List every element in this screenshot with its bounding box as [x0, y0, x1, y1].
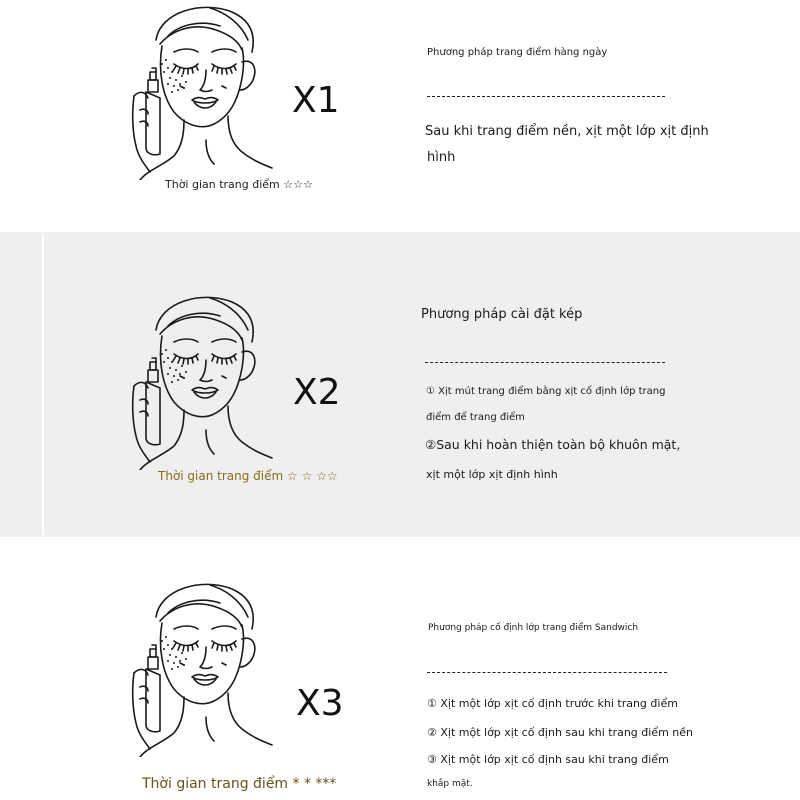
method-step: khắp mặt. [427, 779, 473, 789]
face-spray-illustration [110, 290, 280, 470]
method-title: Phương pháp trang điểm hàng ngày [427, 47, 608, 58]
panel-edge [42, 234, 44, 535]
time-rating: Thời gian trang điểm ☆☆☆ [165, 178, 313, 191]
dashed-divider [425, 362, 665, 363]
panel-daily-method [0, 0, 800, 232]
method-step: ③ Xịt một lớp xịt cố định sau khi trang điểm [427, 753, 669, 766]
method-step: ② Xịt một lớp xịt cố định sau khi trang điểm nền [427, 726, 693, 739]
method-step: Sau khi trang điểm nền, xịt một lớp xịt định [425, 124, 709, 139]
dashed-divider [427, 672, 667, 673]
method-title: Phương pháp cài đặt kép [421, 307, 583, 322]
panel-double-setting-method [0, 232, 800, 537]
method-title: Phương pháp cố định lớp trang điểm Sandwich [428, 623, 639, 633]
face-spray-illustration [110, 0, 280, 180]
method-step: ②Sau khi hoàn thiện toàn bộ khuôn mặt, [425, 437, 681, 452]
method-step: xịt một lớp xịt định hình [426, 468, 558, 481]
method-step: điểm để trang điểm [426, 412, 525, 423]
method-step: hình [427, 150, 456, 165]
method-step: ① Xịt một lớp xịt cố định trước khi trang điểm [427, 697, 678, 710]
multiplier-label: X3 [296, 683, 344, 724]
time-rating: Thời gian trang điểm ☆ ☆ ☆☆ [158, 469, 338, 483]
multiplier-label: X1 [292, 80, 340, 121]
multiplier-label: X2 [293, 372, 341, 413]
panel-sandwich-method [0, 537, 800, 800]
face-spray-illustration [110, 577, 280, 757]
time-rating: Thời gian trang điểm * * *** [142, 776, 337, 792]
dashed-divider [427, 96, 665, 97]
method-step: ① Xịt mút trang điểm bằng xịt cố định lớp trang [426, 386, 666, 397]
